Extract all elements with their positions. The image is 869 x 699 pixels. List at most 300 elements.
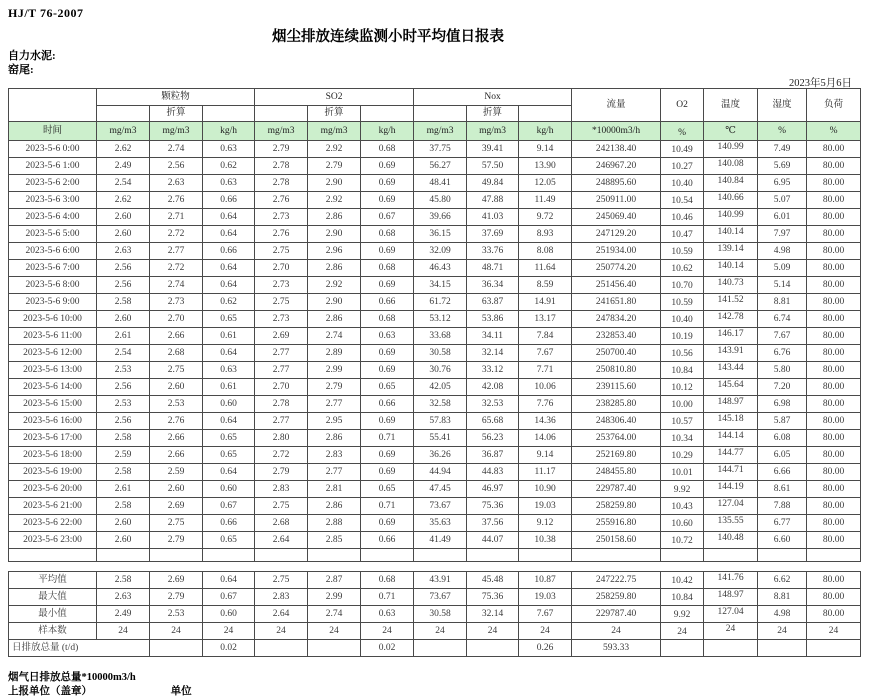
value-cell: 2.85 bbox=[308, 532, 361, 549]
summary-value-cell: 2.74 bbox=[308, 606, 361, 623]
value-cell: 5.07 bbox=[758, 192, 807, 209]
value-cell: 2.92 bbox=[308, 192, 361, 209]
value-cell: 140.84 bbox=[704, 175, 758, 192]
summary-label: 样本数 bbox=[9, 623, 97, 640]
value-cell: 80.00 bbox=[807, 481, 861, 498]
daily-total-cell: 0.02 bbox=[361, 640, 414, 657]
page-title: 烟尘排放连续监测小时平均值日报表 bbox=[272, 29, 504, 45]
value-cell: 36.87 bbox=[467, 447, 519, 464]
value-cell: 2.56 bbox=[97, 277, 150, 294]
value-cell: 0.65 bbox=[203, 430, 255, 447]
hour-row bbox=[9, 464, 861, 481]
value-cell: 10.27 bbox=[661, 158, 704, 175]
summary-value-cell: 141.76 bbox=[704, 572, 758, 589]
value-cell: 14.06 bbox=[519, 430, 572, 447]
time-cell: 2023-5-6 23:00 bbox=[9, 532, 97, 549]
value-cell: 80.00 bbox=[807, 243, 861, 260]
hour-row bbox=[9, 277, 861, 294]
value-cell: 33.68 bbox=[414, 328, 467, 345]
value-cell: 0.67 bbox=[203, 498, 255, 515]
unit-header: kg/h bbox=[519, 122, 572, 141]
value-cell: 2.68 bbox=[255, 515, 308, 532]
blank-cell bbox=[308, 549, 361, 562]
summary-row bbox=[9, 589, 861, 606]
summary-value-cell: 2.64 bbox=[255, 606, 308, 623]
value-cell: 140.14 bbox=[704, 226, 758, 243]
value-cell: 247129.20 bbox=[572, 226, 661, 243]
value-cell: 0.62 bbox=[203, 158, 255, 175]
blank-cell bbox=[361, 549, 414, 562]
value-cell: 0.60 bbox=[203, 396, 255, 413]
summary-value-cell: 2.87 bbox=[308, 572, 361, 589]
value-cell: 9.14 bbox=[519, 141, 572, 158]
value-cell: 2.54 bbox=[97, 345, 150, 362]
value-cell: 258259.80 bbox=[572, 498, 661, 515]
value-cell: 0.66 bbox=[361, 294, 414, 311]
daily-total-cell bbox=[758, 640, 807, 657]
unit-header: mg/m3 bbox=[414, 122, 467, 141]
value-cell: 2.86 bbox=[308, 209, 361, 226]
daily-total-cell: 0.02 bbox=[203, 640, 255, 657]
blank-cell bbox=[255, 106, 308, 122]
value-cell: 80.00 bbox=[807, 277, 861, 294]
value-cell: 2.60 bbox=[97, 311, 150, 328]
time-cell: 2023-5-6 20:00 bbox=[9, 481, 97, 498]
blank-cell bbox=[661, 549, 704, 562]
value-cell: 5.80 bbox=[758, 362, 807, 379]
time-cell: 2023-5-6 19:00 bbox=[9, 464, 97, 481]
summary-value-cell: 24 bbox=[467, 623, 519, 640]
time-cell: 2023-5-6 1:00 bbox=[9, 158, 97, 175]
value-cell: 0.65 bbox=[361, 379, 414, 396]
value-cell: 8.81 bbox=[758, 294, 807, 311]
value-cell: 7.49 bbox=[758, 141, 807, 158]
value-cell: 2.90 bbox=[308, 226, 361, 243]
value-cell: 8.61 bbox=[758, 481, 807, 498]
summary-value-cell: 258259.80 bbox=[572, 589, 661, 606]
summary-value-cell: 6.62 bbox=[758, 572, 807, 589]
value-cell: 2.73 bbox=[255, 277, 308, 294]
value-cell: 2.79 bbox=[308, 158, 361, 175]
value-cell: 80.00 bbox=[807, 260, 861, 277]
value-cell: 144.14 bbox=[704, 430, 758, 447]
value-cell: 242138.40 bbox=[572, 141, 661, 158]
flow-header: 流量 bbox=[572, 89, 661, 122]
value-cell: 2.66 bbox=[150, 447, 203, 464]
value-cell: 13.90 bbox=[519, 158, 572, 175]
value-cell: 2.74 bbox=[150, 277, 203, 294]
value-cell: 5.09 bbox=[758, 260, 807, 277]
value-cell: 10.38 bbox=[519, 532, 572, 549]
value-cell: 2.54 bbox=[97, 175, 150, 192]
unit-header: % bbox=[661, 122, 704, 141]
temperature-header: 温度 bbox=[704, 89, 758, 122]
value-cell: 0.66 bbox=[361, 396, 414, 413]
value-cell: 2.88 bbox=[308, 515, 361, 532]
hour-row bbox=[9, 396, 861, 413]
value-cell: 2.77 bbox=[255, 362, 308, 379]
value-cell: 2.70 bbox=[255, 260, 308, 277]
value-cell: 0.68 bbox=[361, 226, 414, 243]
value-cell: 32.14 bbox=[467, 345, 519, 362]
value-cell: 2.63 bbox=[150, 175, 203, 192]
value-cell: 44.07 bbox=[467, 532, 519, 549]
summary-value-cell: 32.14 bbox=[467, 606, 519, 623]
value-cell: 55.41 bbox=[414, 430, 467, 447]
value-cell: 2.77 bbox=[255, 345, 308, 362]
value-cell: 0.69 bbox=[361, 158, 414, 175]
blank-cell bbox=[97, 106, 150, 122]
value-cell: 14.91 bbox=[519, 294, 572, 311]
pm-group-header: 颗粒物 bbox=[97, 89, 255, 106]
value-cell: 7.88 bbox=[758, 498, 807, 515]
value-cell: 2.56 bbox=[97, 413, 150, 430]
value-cell: 0.66 bbox=[203, 243, 255, 260]
value-cell: 45.80 bbox=[414, 192, 467, 209]
flue-gas-total-label: 烟气日排放总量*10000m3/h bbox=[8, 672, 136, 683]
value-cell: 2.77 bbox=[308, 396, 361, 413]
value-cell: 2.53 bbox=[97, 396, 150, 413]
value-cell: 0.71 bbox=[361, 498, 414, 515]
value-cell: 53.12 bbox=[414, 311, 467, 328]
value-cell: 2.73 bbox=[150, 294, 203, 311]
value-cell: 145.18 bbox=[704, 413, 758, 430]
value-cell: 0.63 bbox=[361, 328, 414, 345]
value-cell: 2.74 bbox=[308, 328, 361, 345]
summary-value-cell: 148.97 bbox=[704, 589, 758, 606]
time-cell: 2023-5-6 22:00 bbox=[9, 515, 97, 532]
summary-value-cell: 10.42 bbox=[661, 572, 704, 589]
value-cell: 36.34 bbox=[467, 277, 519, 294]
unit-header: % bbox=[807, 122, 861, 141]
value-cell: 63.87 bbox=[467, 294, 519, 311]
daily-total-row bbox=[9, 640, 861, 657]
value-cell: 248895.60 bbox=[572, 175, 661, 192]
summary-value-cell: 2.83 bbox=[255, 589, 308, 606]
daily-total-cell bbox=[467, 640, 519, 657]
report-date: 2023年5月6日 bbox=[789, 78, 852, 89]
value-cell: 0.69 bbox=[361, 345, 414, 362]
group-header-row bbox=[9, 89, 861, 106]
hour-row bbox=[9, 294, 861, 311]
value-cell: 2.73 bbox=[255, 209, 308, 226]
blank-cell bbox=[414, 106, 467, 122]
value-cell: 2.73 bbox=[255, 311, 308, 328]
value-cell: 2.71 bbox=[150, 209, 203, 226]
daily-total-cell bbox=[704, 640, 758, 657]
hour-row bbox=[9, 481, 861, 498]
value-cell: 6.77 bbox=[758, 515, 807, 532]
summary-value-cell: 0.68 bbox=[361, 572, 414, 589]
value-cell: 0.65 bbox=[203, 532, 255, 549]
value-cell: 80.00 bbox=[807, 532, 861, 549]
summary-value-cell: 7.67 bbox=[519, 606, 572, 623]
hour-row bbox=[9, 447, 861, 464]
value-cell: 2.83 bbox=[308, 447, 361, 464]
value-cell: 61.72 bbox=[414, 294, 467, 311]
value-cell: 10.90 bbox=[519, 481, 572, 498]
value-cell: 6.05 bbox=[758, 447, 807, 464]
hour-row bbox=[9, 532, 861, 549]
summary-value-cell: 0.67 bbox=[203, 589, 255, 606]
summary-value-cell: 127.04 bbox=[704, 606, 758, 623]
value-cell: 248455.80 bbox=[572, 464, 661, 481]
time-cell: 2023-5-6 0:00 bbox=[9, 141, 97, 158]
value-cell: 2.78 bbox=[255, 175, 308, 192]
nox-group-header: Nox bbox=[414, 89, 572, 106]
value-cell: 2.77 bbox=[150, 243, 203, 260]
value-cell: 140.08 bbox=[704, 158, 758, 175]
value-cell: 2.76 bbox=[255, 226, 308, 243]
value-cell: 2.86 bbox=[308, 430, 361, 447]
summary-value-cell: 80.00 bbox=[807, 589, 861, 606]
time-cell: 2023-5-6 5:00 bbox=[9, 226, 97, 243]
value-cell: 10.59 bbox=[661, 294, 704, 311]
unit-label: 单位 bbox=[170, 686, 192, 697]
value-cell: 0.61 bbox=[203, 328, 255, 345]
summary-value-cell: 80.00 bbox=[807, 606, 861, 623]
summary-value-cell: 2.53 bbox=[150, 606, 203, 623]
footer bbox=[8, 671, 869, 699]
time-cell: 2023-5-6 18:00 bbox=[9, 447, 97, 464]
daily-total-cell bbox=[150, 640, 203, 657]
daily-total-cell: 593.33 bbox=[572, 640, 661, 657]
value-cell: 8.59 bbox=[519, 277, 572, 294]
hour-row bbox=[9, 192, 861, 209]
value-cell: 32.53 bbox=[467, 396, 519, 413]
summary-value-cell: 24 bbox=[308, 623, 361, 640]
value-cell: 80.00 bbox=[807, 447, 861, 464]
blank-cell bbox=[572, 549, 661, 562]
summary-value-cell: 2.79 bbox=[150, 589, 203, 606]
unit-header: kg/h bbox=[361, 122, 414, 141]
summary-value-cell: 24 bbox=[203, 623, 255, 640]
summary-value-cell: 0.63 bbox=[361, 606, 414, 623]
value-cell: 144.19 bbox=[704, 481, 758, 498]
value-cell: 2.60 bbox=[97, 532, 150, 549]
hour-row bbox=[9, 141, 861, 158]
value-cell: 144.71 bbox=[704, 464, 758, 481]
value-cell: 6.76 bbox=[758, 345, 807, 362]
summary-value-cell: 30.58 bbox=[414, 606, 467, 623]
value-cell: 141.52 bbox=[704, 294, 758, 311]
value-cell: 2.70 bbox=[255, 379, 308, 396]
value-cell: 140.99 bbox=[704, 209, 758, 226]
time-cell: 2023-5-6 7:00 bbox=[9, 260, 97, 277]
value-cell: 39.41 bbox=[467, 141, 519, 158]
value-cell: 2.83 bbox=[255, 481, 308, 498]
value-cell: 80.00 bbox=[807, 430, 861, 447]
value-cell: 80.00 bbox=[807, 345, 861, 362]
value-cell: 143.44 bbox=[704, 362, 758, 379]
value-cell: 2.92 bbox=[308, 141, 361, 158]
value-cell: 2.75 bbox=[150, 362, 203, 379]
value-cell: 42.05 bbox=[414, 379, 467, 396]
summary-rows bbox=[9, 572, 861, 640]
daily-total-label: 日排放总量 (t/d) bbox=[9, 640, 150, 657]
blank-cell bbox=[9, 549, 97, 562]
value-cell: 10.72 bbox=[661, 532, 704, 549]
value-cell: 2.77 bbox=[308, 464, 361, 481]
value-cell: 36.26 bbox=[414, 447, 467, 464]
summary-value-cell: 24 bbox=[519, 623, 572, 640]
value-cell: 2.69 bbox=[255, 328, 308, 345]
so2-converted-header: 折算 bbox=[308, 106, 361, 122]
value-cell: 2.80 bbox=[255, 430, 308, 447]
summary-value-cell: 8.81 bbox=[758, 589, 807, 606]
value-cell: 2.60 bbox=[97, 209, 150, 226]
value-cell: 2.78 bbox=[255, 158, 308, 175]
value-cell: 80.00 bbox=[807, 515, 861, 532]
value-cell: 13.17 bbox=[519, 311, 572, 328]
value-cell: 2.61 bbox=[97, 328, 150, 345]
value-cell: 10.19 bbox=[661, 328, 704, 345]
value-cell: 44.94 bbox=[414, 464, 467, 481]
value-cell: 35.63 bbox=[414, 515, 467, 532]
value-cell: 251456.40 bbox=[572, 277, 661, 294]
value-cell: 48.71 bbox=[467, 260, 519, 277]
time-cell: 2023-5-6 8:00 bbox=[9, 277, 97, 294]
value-cell: 0.64 bbox=[203, 209, 255, 226]
pm-converted-header: 折算 bbox=[150, 106, 203, 122]
value-cell: 37.75 bbox=[414, 141, 467, 158]
daily-total-cell bbox=[308, 640, 361, 657]
daily-total-cell bbox=[807, 640, 861, 657]
value-cell: 56.23 bbox=[467, 430, 519, 447]
value-cell: 41.03 bbox=[467, 209, 519, 226]
value-cell: 80.00 bbox=[807, 311, 861, 328]
hour-row bbox=[9, 243, 861, 260]
summary-label: 最小值 bbox=[9, 606, 97, 623]
humidity-header: 湿度 bbox=[758, 89, 807, 122]
value-cell: 8.93 bbox=[519, 226, 572, 243]
value-cell: 0.64 bbox=[203, 260, 255, 277]
value-cell: 2.56 bbox=[150, 158, 203, 175]
value-cell: 9.12 bbox=[519, 515, 572, 532]
blank-cell bbox=[467, 549, 519, 562]
value-cell: 0.71 bbox=[361, 430, 414, 447]
value-cell: 4.98 bbox=[758, 243, 807, 260]
summary-value-cell: 9.92 bbox=[661, 606, 704, 623]
value-cell: 127.04 bbox=[704, 498, 758, 515]
value-cell: 10.00 bbox=[661, 396, 704, 413]
value-cell: 2.75 bbox=[255, 243, 308, 260]
value-cell: 10.01 bbox=[661, 464, 704, 481]
value-cell: 2.78 bbox=[255, 396, 308, 413]
value-cell: 0.69 bbox=[361, 175, 414, 192]
time-cell: 2023-5-6 10:00 bbox=[9, 311, 97, 328]
value-cell: 2.53 bbox=[150, 396, 203, 413]
value-cell: 2.90 bbox=[308, 175, 361, 192]
value-cell: 37.69 bbox=[467, 226, 519, 243]
summary-label: 最大值 bbox=[9, 589, 97, 606]
value-cell: 0.68 bbox=[361, 260, 414, 277]
value-cell: 10.34 bbox=[661, 430, 704, 447]
value-cell: 7.84 bbox=[519, 328, 572, 345]
summary-value-cell: 73.67 bbox=[414, 589, 467, 606]
value-cell: 0.69 bbox=[361, 362, 414, 379]
value-cell: 42.08 bbox=[467, 379, 519, 396]
value-cell: 2.70 bbox=[150, 311, 203, 328]
summary-value-cell: 0.71 bbox=[361, 589, 414, 606]
summary-value-cell: 0.64 bbox=[203, 572, 255, 589]
value-cell: 6.74 bbox=[758, 311, 807, 328]
summary-label: 平均值 bbox=[9, 572, 97, 589]
unit-header: mg/m3 bbox=[97, 122, 150, 141]
value-cell: 73.67 bbox=[414, 498, 467, 515]
value-cell: 80.00 bbox=[807, 362, 861, 379]
value-cell: 65.68 bbox=[467, 413, 519, 430]
value-cell: 32.09 bbox=[414, 243, 467, 260]
value-cell: 2.59 bbox=[97, 447, 150, 464]
value-cell: 2.76 bbox=[255, 192, 308, 209]
unit-header: mg/m3 bbox=[467, 122, 519, 141]
value-cell: 6.95 bbox=[758, 175, 807, 192]
summary-value-cell: 2.49 bbox=[97, 606, 150, 623]
blank-cell bbox=[519, 549, 572, 562]
value-cell: 2.60 bbox=[150, 481, 203, 498]
summary-value-cell: 80.00 bbox=[807, 572, 861, 589]
value-cell: 7.76 bbox=[519, 396, 572, 413]
summary-value-cell: 24 bbox=[661, 623, 704, 640]
summary-value-cell: 10.87 bbox=[519, 572, 572, 589]
daily-total-cell bbox=[255, 640, 308, 657]
hour-row bbox=[9, 209, 861, 226]
empty-row bbox=[9, 549, 861, 562]
value-cell: 2.79 bbox=[308, 379, 361, 396]
summary-row bbox=[9, 623, 861, 640]
value-cell: 140.66 bbox=[704, 192, 758, 209]
value-cell: 47.88 bbox=[467, 192, 519, 209]
value-cell: 2.62 bbox=[97, 141, 150, 158]
value-cell: 34.15 bbox=[414, 277, 467, 294]
time-cell: 2023-5-6 14:00 bbox=[9, 379, 97, 396]
value-cell: 30.76 bbox=[414, 362, 467, 379]
summary-value-cell: 24 bbox=[255, 623, 308, 640]
value-cell: 10.60 bbox=[661, 515, 704, 532]
value-cell: 80.00 bbox=[807, 141, 861, 158]
value-cell: 2.79 bbox=[255, 141, 308, 158]
time-cell: 2023-5-6 16:00 bbox=[9, 413, 97, 430]
value-cell: 2.75 bbox=[150, 515, 203, 532]
value-cell: 7.67 bbox=[519, 345, 572, 362]
hourly-rows bbox=[9, 141, 861, 562]
value-cell: 46.97 bbox=[467, 481, 519, 498]
value-cell: 10.62 bbox=[661, 260, 704, 277]
value-cell: 140.99 bbox=[704, 141, 758, 158]
value-cell: 0.66 bbox=[361, 532, 414, 549]
summary-value-cell: 247222.75 bbox=[572, 572, 661, 589]
blank-cell bbox=[758, 549, 807, 562]
hour-row bbox=[9, 413, 861, 430]
value-cell: 80.00 bbox=[807, 209, 861, 226]
value-cell: 2.63 bbox=[97, 243, 150, 260]
value-cell: 0.64 bbox=[203, 345, 255, 362]
value-cell: 80.00 bbox=[807, 192, 861, 209]
company-label: 自力水泥: bbox=[8, 50, 56, 62]
value-cell: 10.84 bbox=[661, 362, 704, 379]
time-cell: 2023-5-6 6:00 bbox=[9, 243, 97, 260]
units-header-row bbox=[9, 122, 861, 141]
value-cell: 248306.40 bbox=[572, 413, 661, 430]
value-cell: 37.56 bbox=[467, 515, 519, 532]
value-cell: 5.87 bbox=[758, 413, 807, 430]
value-cell: 6.98 bbox=[758, 396, 807, 413]
location-label: 窑尾: bbox=[8, 64, 34, 76]
summary-value-cell: 2.75 bbox=[255, 572, 308, 589]
summary-table bbox=[8, 571, 861, 657]
value-cell: 2.61 bbox=[97, 481, 150, 498]
